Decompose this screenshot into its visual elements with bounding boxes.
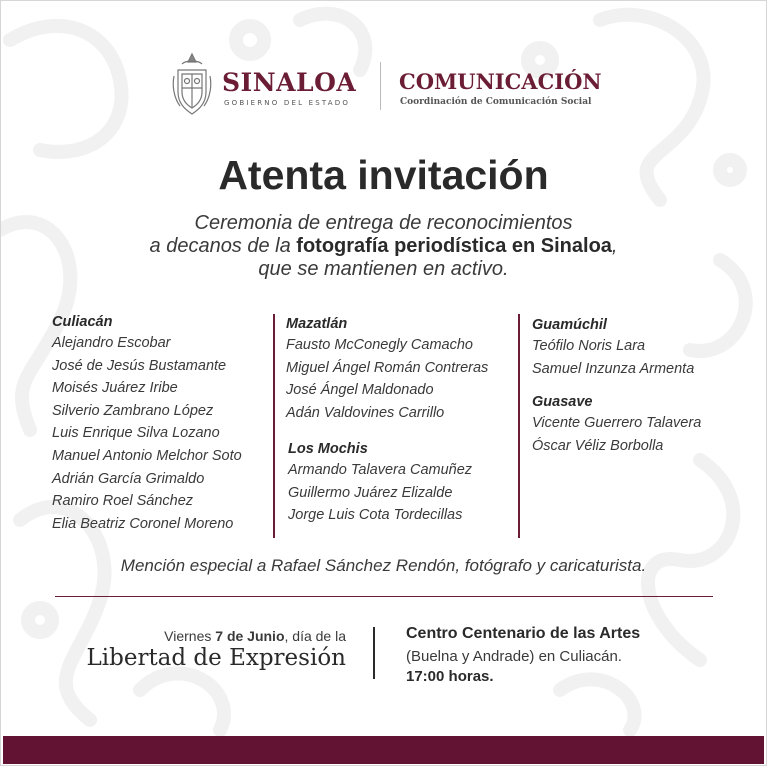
invitation-subtitle	[0, 212, 767, 281]
column-guamuchil	[532, 315, 694, 380]
list-item: Manuel Antonio Melchor Soto	[52, 447, 242, 464]
column-guasave	[532, 392, 701, 457]
heading-culiacan: Culiacán	[52, 314, 113, 330]
list-item: Luis Enrique Silva Lozano	[52, 425, 220, 442]
event-address: (Buelna y Andrade) en Culiacán.	[406, 648, 622, 665]
list-item: Elia Beatriz Coronel Moreno	[52, 515, 234, 532]
list-item: Silverio Zambrano López	[52, 402, 214, 419]
subtitle-line-2-pre: a decanos de la	[149, 235, 297, 257]
footer-band	[3, 736, 764, 764]
comunicacion-logo-text: COMUNICACIÓN	[399, 69, 602, 94]
list-item: José de Jesús Bustamante	[52, 357, 227, 374]
coordinacion-text: Coordinación de Comunicación Social	[400, 97, 592, 107]
header-divider	[380, 62, 381, 110]
page-title: Atenta invitación	[218, 152, 549, 198]
list-item: Teófilo Noris Lara	[532, 338, 646, 354]
column-los-mochis	[288, 439, 472, 527]
column-mazatlan	[286, 314, 488, 424]
list-item: Alejandro Escobar	[52, 335, 171, 351]
subtitle-line-2-bold: fotografía periodística en Sinaloa	[296, 235, 612, 257]
subtitle-line-2	[0, 235, 767, 258]
list-item: Samuel Inzunza Armenta	[532, 360, 695, 377]
heading-guamuchil: Guamúchil	[532, 317, 607, 333]
heading-los-mochis: Los Mochis	[288, 441, 368, 457]
list-item: Guillermo Juárez Elizalde	[288, 484, 453, 501]
list-item: Armando Talavera Camuñez	[288, 462, 473, 478]
section-divider	[55, 596, 713, 597]
gobierno-del-estado-text: GOBIERNO DEL ESTADO	[224, 99, 351, 107]
subtitle-line-2-post: ,	[611, 235, 618, 257]
column-divider-2	[518, 314, 520, 538]
event-date-bold: 7 de Junio	[215, 628, 285, 644]
list-item: José Ángel Maldonado	[286, 382, 434, 399]
subtitle-line-3: que se mantienen en activo.	[258, 258, 509, 280]
column-divider-1	[273, 314, 275, 538]
list-item: Ramiro Roel Sánchez	[52, 493, 194, 510]
special-mention: Mención especial a Rafael Sánchez Rendón, fotógrafo y caricaturista.	[120, 556, 647, 575]
event-venue: Centro Centenario de las Artes	[406, 625, 641, 642]
list-item: Óscar Véliz Borbolla	[532, 437, 664, 454]
column-culiacan	[52, 312, 242, 535]
event-date-post: , día de la	[284, 628, 346, 644]
event-date-pre: Viernes	[164, 628, 216, 644]
event-divider	[373, 627, 375, 679]
subtitle-line-1: Ceremonia de entrega de reconocimientos	[194, 212, 573, 234]
sinaloa-logo-text: SINALOA	[222, 68, 357, 97]
list-item: Adrián García Grimaldo	[52, 470, 205, 487]
list-item: Vicente Guerrero Talavera	[532, 415, 702, 431]
list-item: Fausto McConegly Camacho	[286, 337, 473, 353]
list-item: Adán Valdovines Carrillo	[286, 404, 445, 421]
event-time: 17:00 horas.	[406, 668, 494, 685]
heading-guasave: Guasave	[532, 394, 593, 410]
state-seal-icon	[172, 52, 212, 116]
list-item: Miguel Ángel Román Contreras	[286, 359, 489, 376]
list-item: Jorge Luis Cota Tordecillas	[288, 507, 463, 524]
libertad-de-expresion: Libertad de Expresión	[86, 645, 346, 671]
list-item: Moisés Juárez Iribe	[52, 380, 178, 397]
event-date	[164, 628, 346, 644]
heading-mazatlan: Mazatlán	[286, 316, 348, 332]
